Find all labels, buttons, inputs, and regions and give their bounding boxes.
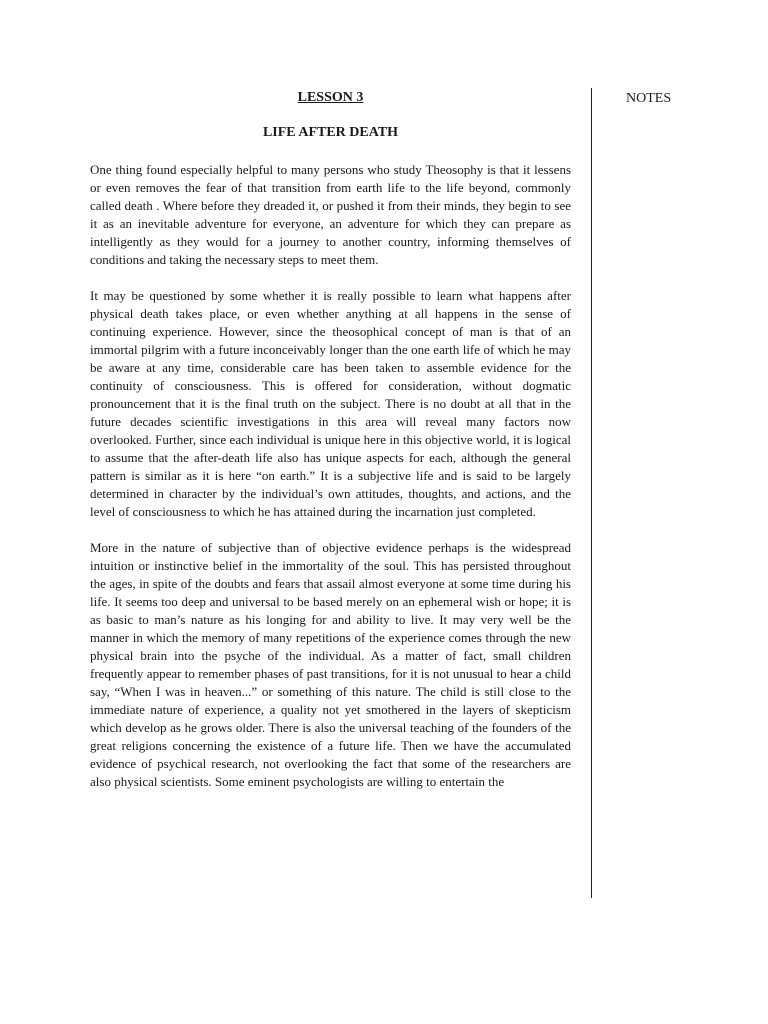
lesson-number-heading: LESSON 3 [297,90,364,105]
paragraph-3: More in the nature of subjective than of objective evidence perhaps is the widespread intuition or instinctive belief in the immortality of the soul. This has persisted throughout the ages, in spite of the doubts and fears that assail almost everyone at some time during his life. It seems too deep and universal to be based merely on an ephemeral wish or hope; it is as basic to man’s nature as his longing for and ability to live. It may very well be the manner in which the memory of many repetitions of the experience comes through the new physical brain into the psyche of the individual. As a matter of fact, small children frequently appear to remember phases of past transitions, for it is not unusual to hear a child say, “When I was in heaven...” or something of this nature. The child is still close to the immediate nature of experience, a quality not yet smothered in the layers of skepticism which develop as he grows older. There is also the universal teaching of the founders of the great religions concerning the existence of a future life. Then we have the accumulated evidence of psychical research, not overlooking the fact that some of the researchers are also physical scientists. Some eminent psychologists are willing to entertain the [90,540,571,789]
notes-margin-label: NOTES [626,91,672,106]
lesson-body [90,161,571,809]
paragraph-1: One thing found especially helpful to many persons who study Theosophy is that it lessens or even removes the fear of that transition from earth life to the life beyond, commonly called death . Where before they dreaded it, or pushed it from their minds, they begin to see it as an inevitable adventure for everyone, an adventure for which they can prepare as intelligently as they would for a journey to another country, informing themselves of conditions and taking the necessary steps to meet them. [90,162,571,267]
lesson-title: LIFE AFTER DEATH [262,125,399,140]
paragraph-2: It may be questioned by some whether it is really possible to learn what happens after physical death takes place, or even whether anything at all happens in the sense of continuing experience. However, since the theosophical concept of man is that of an immortal pilgrim with a future inconceivably longer than the one earth life of which he may be aware at any time, considerable care has been taken to assemble evidence for the continuity of consciousness. This is offered for consideration, without dogmatic pronouncement that it is the final truth on the subject. There is no doubt at all that in the future decades scientific investigations in this area will reveal many factors now overlooked. Further, since each individual is unique here in this objective world, it is logical to assume that the after-death life also has unique aspects for each, although the general pattern is similar as it is here “on earth.” It is a subjective life and is said to be largely determined in character by the individual’s own attitudes, thoughts, and actions, and the level of consciousness to which he has attained during the incarnation just completed. [90,288,571,519]
notes-margin-divider [591,88,592,898]
